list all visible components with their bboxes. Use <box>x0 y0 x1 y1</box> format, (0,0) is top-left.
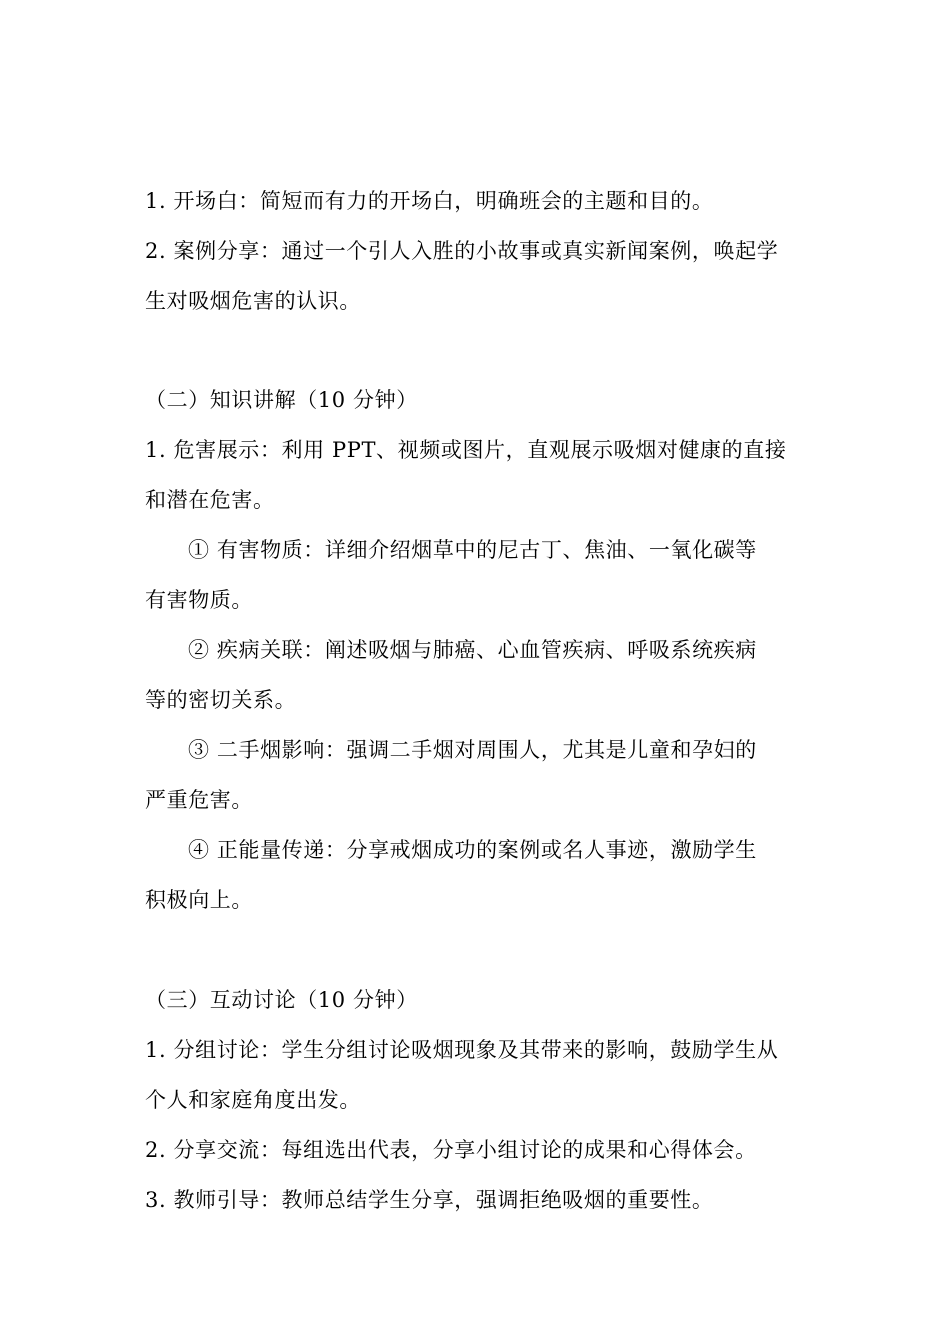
discussion-item-group-line2: 个人和家庭角度出发。 <box>145 1088 361 1112</box>
sub-item-secondhand-smoke-line1: ③ 二手烟影响：强调二手烟对周围人，尤其是儿童和孕妇的 <box>188 738 757 762</box>
discussion-item-teacher: 3. 教师引导：教师总结学生分享，强调拒绝吸烟的重要性。 <box>145 1188 714 1212</box>
discussion-item-group-line1: 1. 分组讨论：学生分组讨论吸烟现象及其带来的影响，鼓励学生从 <box>145 1038 779 1062</box>
intro-item-opening: 1. 开场白：简短而有力的开场白，明确班会的主题和目的。 <box>145 189 714 213</box>
sub-item-positive-energy-line2: 积极向上。 <box>145 888 253 912</box>
sub-item-positive-energy-line1: ④ 正能量传递：分享戒烟成功的案例或名人事迹，激励学生 <box>188 838 757 862</box>
section-heading-knowledge: （二）知识讲解（10 分钟） <box>145 388 418 412</box>
section-heading-discussion: （三）互动讨论（10 分钟） <box>145 988 418 1012</box>
sub-item-harmful-substances-line2: 有害物质。 <box>145 588 253 612</box>
knowledge-item-harm-line2: 和潜在危害。 <box>145 488 275 512</box>
intro-item-case-line2: 生对吸烟危害的认识。 <box>145 289 361 313</box>
intro-item-case-line1: 2. 案例分享：通过一个引人入胜的小故事或真实新闻案例，唤起学 <box>145 239 779 263</box>
knowledge-item-harm-line1: 1. 危害展示：利用 PPT、视频或图片，直观展示吸烟对健康的直接 <box>145 438 787 462</box>
sub-item-disease-link-line2: 等的密切关系。 <box>145 688 297 712</box>
sub-item-disease-link-line1: ② 疾病关联：阐述吸烟与肺癌、心血管疾病、呼吸系统疾病 <box>188 638 757 662</box>
discussion-item-share: 2. 分享交流：每组选出代表，分享小组讨论的成果和心得体会。 <box>145 1138 757 1162</box>
sub-item-secondhand-smoke-line2: 严重危害。 <box>145 788 253 812</box>
sub-item-harmful-substances-line1: ① 有害物质：详细介绍烟草中的尼古丁、焦油、一氧化碳等 <box>188 538 757 562</box>
